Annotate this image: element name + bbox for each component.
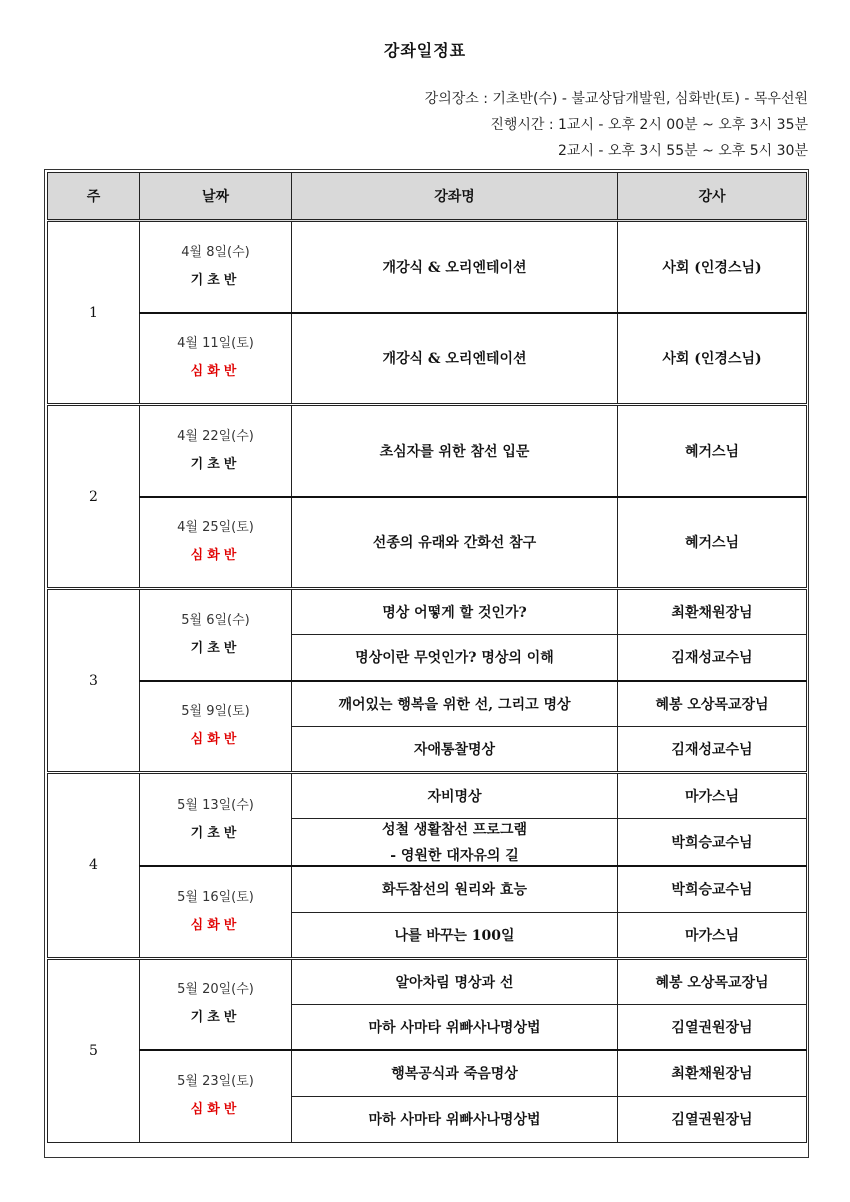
table-row — [48, 866, 807, 912]
session-date-cell — [140, 221, 292, 313]
schedule-table — [47, 172, 807, 1143]
course-title: 화두참선의 원리와 효능 — [382, 882, 527, 899]
session-date-cell — [140, 1050, 292, 1142]
basic-class-label: 기초반 — [190, 825, 241, 841]
week-number: 4 — [48, 773, 140, 959]
lecturer-name: 김열권원장님 — [618, 1004, 807, 1050]
course-title: 자애통찰명상 — [413, 742, 496, 758]
header-lecturer: 강사 — [618, 173, 807, 221]
course-title: 자비명상 — [427, 789, 482, 805]
table-row — [48, 589, 807, 635]
lecturer-name: 김재성교수님 — [618, 727, 807, 773]
course-title-cell — [292, 912, 618, 958]
session-date-cell — [140, 866, 292, 958]
header-date: 날짜 — [140, 173, 292, 221]
session-date-cell — [140, 589, 292, 681]
course-title-cell — [292, 1004, 618, 1050]
session-date: 5월 13일(수) — [177, 797, 254, 813]
venue-info: 강의장소 : 기초반(수) - 불교상담개발원, 심화반(토) - 목우선원 — [424, 91, 808, 107]
course-title: 선종의 유래와 간화선 참구 — [372, 535, 537, 552]
session-date: 4월 22일(수) — [177, 428, 254, 444]
table-row — [48, 681, 807, 727]
session-date-cell — [140, 497, 292, 589]
course-title-cell — [292, 866, 618, 912]
session-date: 5월 9일(토) — [181, 704, 250, 720]
lecturer-name: 마가스님 — [618, 773, 807, 819]
course-title: 명상 어떻게 할 것인가? — [382, 605, 527, 621]
lecturer-name: 혜거스님 — [618, 405, 807, 497]
course-title: 마하 사마타 위빠사나명상법 — [368, 1112, 541, 1128]
session-date: 5월 20일(수) — [177, 982, 254, 998]
session-date: 4월 25일(토) — [177, 520, 254, 536]
week-number: 3 — [48, 589, 140, 773]
advanced-class-label: 심화반 — [190, 1102, 241, 1118]
course-title: 행복공식과 죽음명상 — [391, 1066, 518, 1083]
session-date: 5월 6일(수) — [181, 612, 250, 628]
lecturer-name: 최환채원장님 — [618, 589, 807, 635]
advanced-class-label: 심화반 — [190, 732, 241, 748]
course-title-cell — [292, 221, 618, 313]
session-time-2: 2교시 - 오후 3시 55분 ~ 오후 5시 30분 — [558, 143, 808, 159]
table-row — [48, 497, 807, 589]
schedule-body — [48, 221, 807, 1143]
course-title: 개강식 & 오리엔테이션 — [382, 351, 527, 368]
course-title-cell — [292, 497, 618, 589]
lecturer-name: 박희승교수님 — [618, 866, 807, 912]
course-title: 개강식 & 오리엔테이션 — [382, 259, 527, 276]
course-title-cell — [292, 313, 618, 405]
week-number: 5 — [48, 958, 140, 1142]
session-date-cell — [140, 405, 292, 497]
basic-class-label: 기초반 — [190, 1010, 241, 1026]
session-date-cell — [140, 313, 292, 405]
session-date-cell — [140, 958, 292, 1050]
course-subtitle: - 영원한 대자유의 길 — [390, 848, 519, 864]
course-title-cell — [292, 635, 618, 681]
course-title-cell — [292, 727, 618, 773]
course-title-cell — [292, 1096, 618, 1142]
lecturer-name: 마가스님 — [618, 912, 807, 958]
lecturer-name: 김열권원장님 — [618, 1096, 807, 1142]
course-title-cell — [292, 681, 618, 727]
lecturer-name: 김재성교수님 — [618, 635, 807, 681]
table-row — [48, 313, 807, 405]
session-time-1: 진행시간 : 1교시 - 오후 2시 00분 ~ 오후 3시 35분 — [490, 117, 808, 133]
advanced-class-label: 심화반 — [190, 364, 241, 380]
basic-class-label: 기초반 — [190, 456, 241, 472]
table-header-row — [48, 173, 807, 221]
course-title: 명상이란 무엇인가? 명상의 이해 — [355, 650, 554, 667]
lecturer-name: 혜거스님 — [618, 497, 807, 589]
lecturer-name: 사회 (인경스님) — [618, 313, 807, 405]
advanced-class-label: 심화반 — [190, 548, 241, 564]
session-date-cell — [140, 681, 292, 773]
course-title: 마하 사마타 위빠사나명상법 — [368, 1019, 541, 1036]
course-title-cell — [292, 773, 618, 819]
course-title-cell — [292, 819, 618, 867]
week-number: 2 — [48, 405, 140, 589]
basic-class-label: 기초반 — [190, 640, 241, 656]
table-row — [48, 1050, 807, 1096]
course-title: 초심자를 위한 참선 입문 — [379, 443, 530, 460]
course-title: 나를 바꾸는 100일 — [394, 927, 515, 944]
header-course: 강좌명 — [292, 173, 618, 221]
course-title-cell — [292, 1050, 618, 1096]
course-title-cell — [292, 405, 618, 497]
lecturer-name: 박희승교수님 — [618, 819, 807, 867]
session-date: 4월 8일(수) — [181, 244, 250, 260]
week-number: 1 — [48, 221, 140, 405]
session-date: 5월 16일(토) — [177, 889, 254, 905]
course-title: 알아차림 명상과 선 — [395, 974, 514, 991]
course-title: 깨어있는 행복을 위한 선, 그리고 명상 — [338, 696, 571, 713]
session-date: 4월 11일(토) — [177, 336, 254, 352]
session-date-cell — [140, 773, 292, 867]
course-title-cell — [292, 589, 618, 635]
table-row — [48, 958, 807, 1004]
table-row — [48, 773, 807, 819]
lecturer-name: 혜봉 오상목교장님 — [618, 681, 807, 727]
course-title-cell — [292, 958, 618, 1004]
advanced-class-label: 심화반 — [190, 917, 241, 933]
course-title: 성철 생활참선 프로그램 — [382, 822, 527, 838]
page-title: 강좌일정표 — [383, 41, 467, 60]
lecturer-name: 혜봉 오상목교장님 — [618, 958, 807, 1004]
table-row — [48, 221, 807, 313]
table-row — [48, 405, 807, 497]
session-date: 5월 23일(토) — [177, 1074, 254, 1090]
lecturer-name: 최환채원장님 — [618, 1050, 807, 1096]
header-week: 주 — [48, 173, 140, 221]
basic-class-label: 기초반 — [190, 272, 241, 288]
lecturer-name: 사회 (인경스님) — [618, 221, 807, 313]
